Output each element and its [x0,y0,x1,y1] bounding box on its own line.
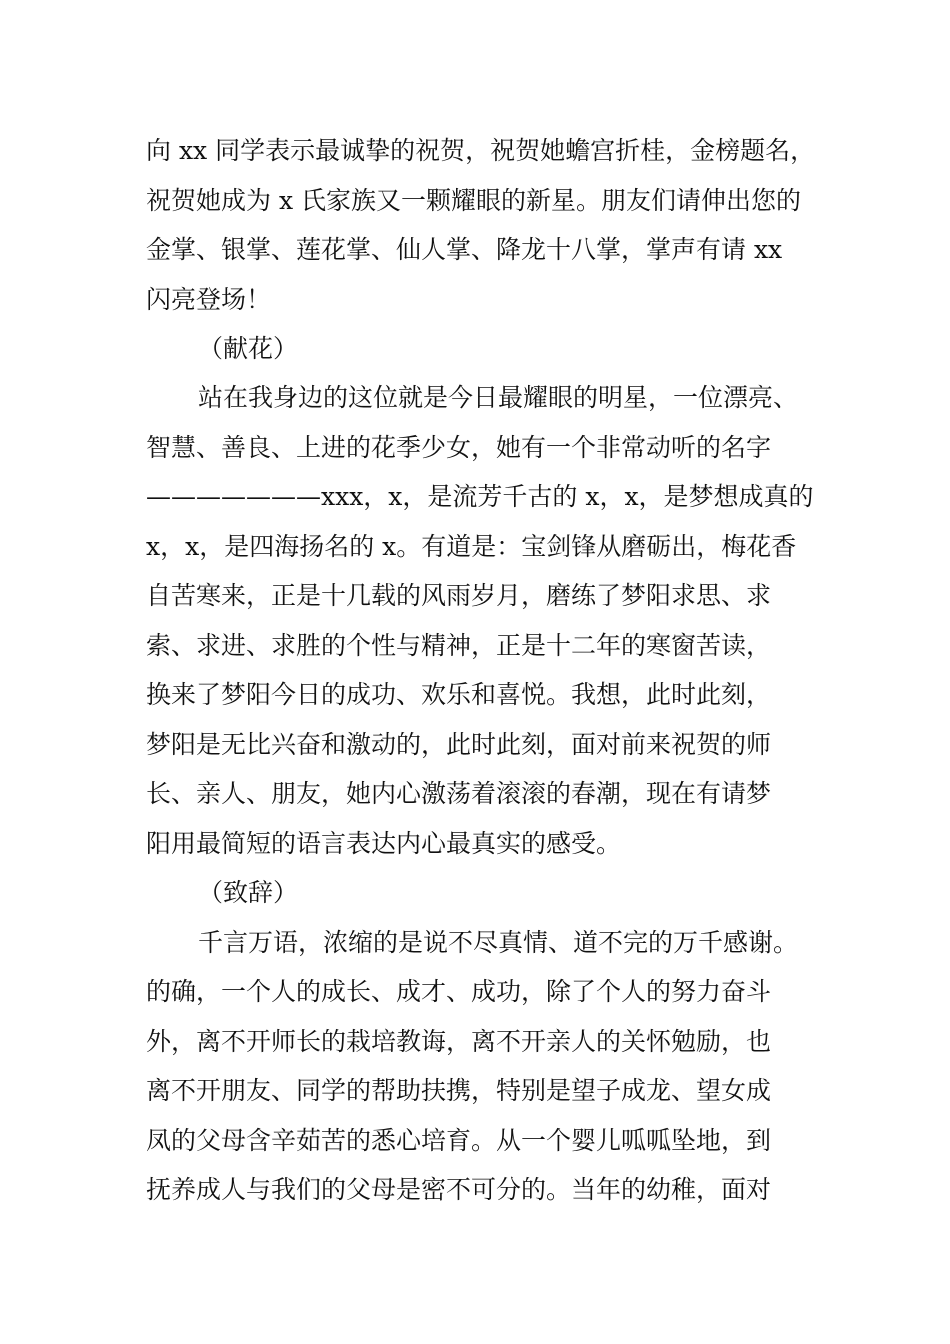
text-line: 长、亲人、朋友，她内心激荡着滚滚的春潮，现在有请梦 [146,779,772,808]
text-line: x，x，是四海扬名的 x。有道是：宝剑锋从磨砺出，梅花香 [146,532,797,561]
text-line: 梦阳是无比兴奋和激动的，此时此刻，面对前来祝贺的师 [146,730,772,759]
text-line: 凤的父母含辛茹苦的悉心培育。从一个婴儿呱呱坠地，到 [146,1126,772,1155]
text-line: 外，离不开师长的栽培教诲，离不开亲人的关怀勉励，也 [146,1027,772,1056]
text-line: 闪亮登场！ [146,285,272,314]
paragraph-first-line: 千言万语，浓缩的是说不尽真情、道不完的万千感谢。 [198,928,799,957]
stage-direction: （献花） [198,334,299,363]
text-line: 离不开朋友、同学的帮助扶携，特别是望子成龙、望女成 [146,1076,772,1105]
text-line: 阳用最简短的语言表达内心最真实的感受。 [146,829,622,858]
paragraph-first-line: 站在我身边的这位就是今日最耀眼的明星，一位漂亮、 [198,383,799,412]
text-line: 祝贺她成为 x 氏家族又一颗耀眼的新星。朋友们请伸出您的 [146,186,801,215]
text-line: 金掌、银掌、莲花掌、仙人掌、降龙十八掌，掌声有请 xx [146,235,783,264]
text-line: ———————xxx，x，是流芳千古的 x，x，是梦想成真的 [146,482,814,511]
text-line: 向 xx 同学表示最诚挚的祝贺，祝贺她蟾宫折桂，金榜题名， [146,136,816,165]
text-line: 的确，一个人的成长、成才、成功，除了个人的努力奋斗 [146,977,772,1006]
text-line: 抚养成人与我们的父母是密不可分的。当年的幼稚，面对 [146,1175,772,1204]
text-line: 索、求进、求胜的个性与精神，正是十二年的寒窗苦读， [146,631,772,660]
text-line: 换来了梦阳今日的成功、欢乐和喜悦。我想，此时此刻， [146,680,772,709]
text-line: 自苦寒来，正是十几载的风雨岁月，磨练了梦阳求思、求 [146,581,772,610]
stage-direction: （致辞） [198,878,299,907]
text-line: 智慧、善良、上进的花季少女，她有一个非常动听的名字 [146,433,772,462]
